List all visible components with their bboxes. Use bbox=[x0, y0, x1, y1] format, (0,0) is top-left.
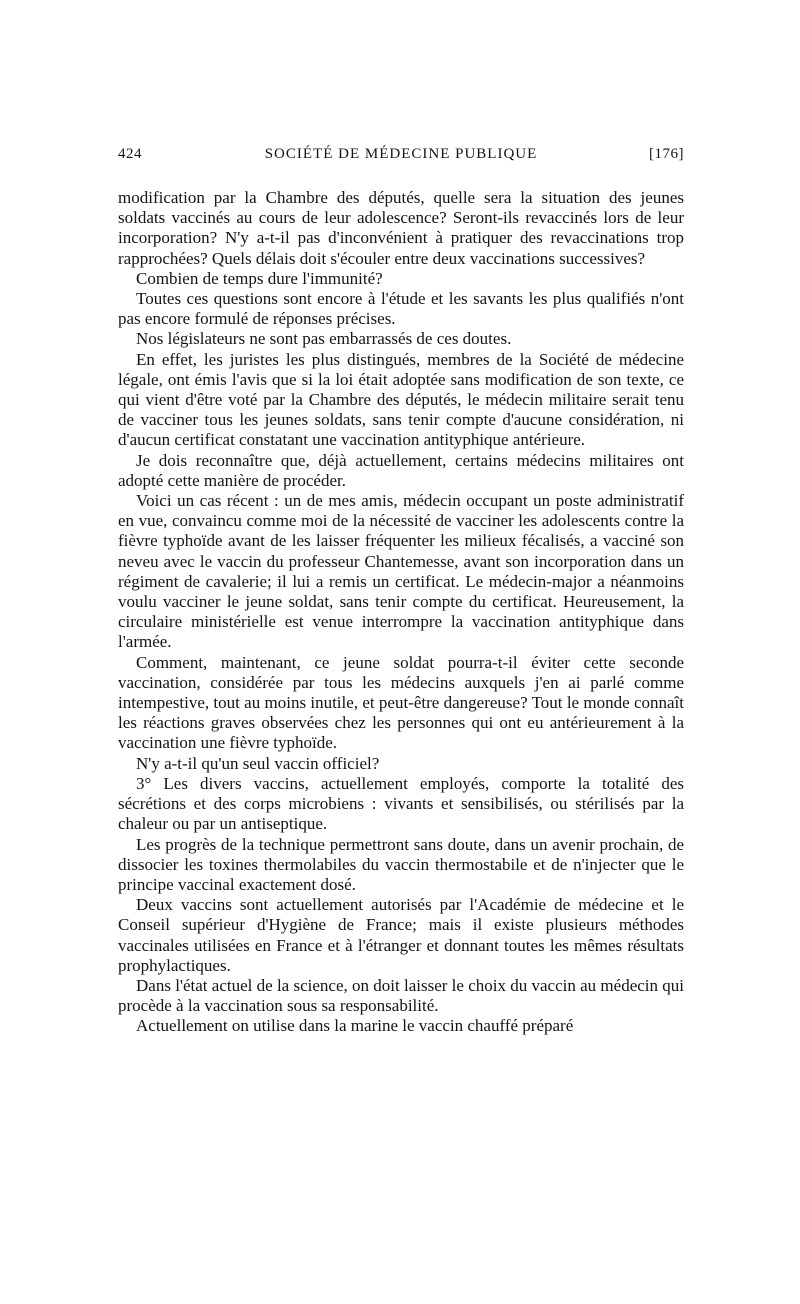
paragraph: Dans l'état actuel de la science, on doit laisser le choix du vaccin au médecin qui procède à la vaccination sous sa responsabilité. bbox=[118, 975, 684, 1016]
paragraph: 3° Les divers vaccins, actuellement employés, comporte la totalité des sécrétions et des corps microbiens : vivants et sensibilisés, ou stérilisés par la chaleur ou par un antiseptique. bbox=[118, 773, 684, 834]
paragraph: N'y a-t-il qu'un seul vaccin officiel? bbox=[136, 753, 380, 773]
paragraph: En effet, les juristes les plus distingués, membres de la Société de médecine légale, ont émis l'avis que si la loi était adoptée sans modification de son texte, ce qui vient d'être voté par la Chambre des députés, le médecin militaire serait tenu de vacciner tous les jeunes soldats, sans tenir compte d'aucune considération, ni d'aucun certificat constatant une vaccination antityphique antérieure. bbox=[118, 349, 684, 450]
page-number: 424 bbox=[118, 146, 142, 162]
paragraph: Je dois reconnaître que, déjà actuellement, certains médecins militaires ont adopté cette manière de procéder. bbox=[118, 450, 684, 490]
paragraph: Deux vaccins sont actuellement autorisés par l'Académie de médecine et le Conseil supérieur d'Hygiène de France; mais il existe plusieurs méthodes vaccinales utilisées en France et à l'étranger et donnant toutes les mêmes résultats prophylactiques. bbox=[118, 895, 684, 975]
body-text bbox=[118, 188, 684, 1037]
paragraph: Nos législateurs ne sont pas embarrassés de ces doutes. bbox=[136, 329, 512, 349]
paragraph: Combien de temps dure l'immunité? bbox=[136, 268, 383, 288]
section-number: [176] bbox=[649, 146, 684, 162]
running-header bbox=[118, 146, 684, 170]
paragraph: Actuellement on utilise dans la marine le vaccin chauffé préparé bbox=[136, 1016, 574, 1036]
paragraph: Voici un cas récent : un de mes amis, médecin occupant un poste administratif en vue, convaincu comme moi de la nécessité de vacciner les adolescents contre la fièvre typhoïde avant de les laisser fréquenter les milieux fécalisés, a vacciné son neveu avec le vaccin du professeur Chantemesse, avant son incorporation dans un régiment de cavalerie; il lui a remis un certificat. Le médecin-major a néanmoins voulu vacciner le jeune soldat, sans tenir compte du certificat. Heureusement, la circulaire ministérielle est venue interrompre la vaccination antityphique dans l'armée. bbox=[118, 491, 684, 652]
paragraph: Toutes ces questions sont encore à l'étude et les savants les plus qualifiés n'ont pas encore formulé de réponses précises. bbox=[118, 289, 684, 329]
paragraph: Les progrès de la technique permettront sans doute, dans un avenir prochain, de dissocier les toxines thermolabiles du vaccin thermostabile et de n'injecter que le principe vaccinal exactement dosé. bbox=[118, 834, 684, 894]
journal-title: SOCIÉTÉ DE MÉDECINE PUBLIQUE bbox=[264, 146, 538, 162]
book-page bbox=[118, 146, 684, 1037]
paragraph: modification par la Chambre des députés, quelle sera la situation des jeunes soldats vaccinés au cours de leur adolescence? Seront-ils revaccinés lors de leur incorporation? N'y a-t-il pas d'inconvénient à pratiquer des revaccinations trop rapprochées? Quels délais doit s'écouler entre deux vaccinations successives? bbox=[118, 188, 684, 268]
paragraph: Comment, maintenant, ce jeune soldat pourra-t-il éviter cette seconde vaccination, considérée par tous les médecins auxquels j'en ai parlé comme intempestive, tout au moins inutile, et peut-être dangereuse? Tout le monde connaît les réactions graves observées chez les personnes qui ont eu antérieurement à la vaccination une fièvre typhoïde. bbox=[118, 652, 684, 753]
